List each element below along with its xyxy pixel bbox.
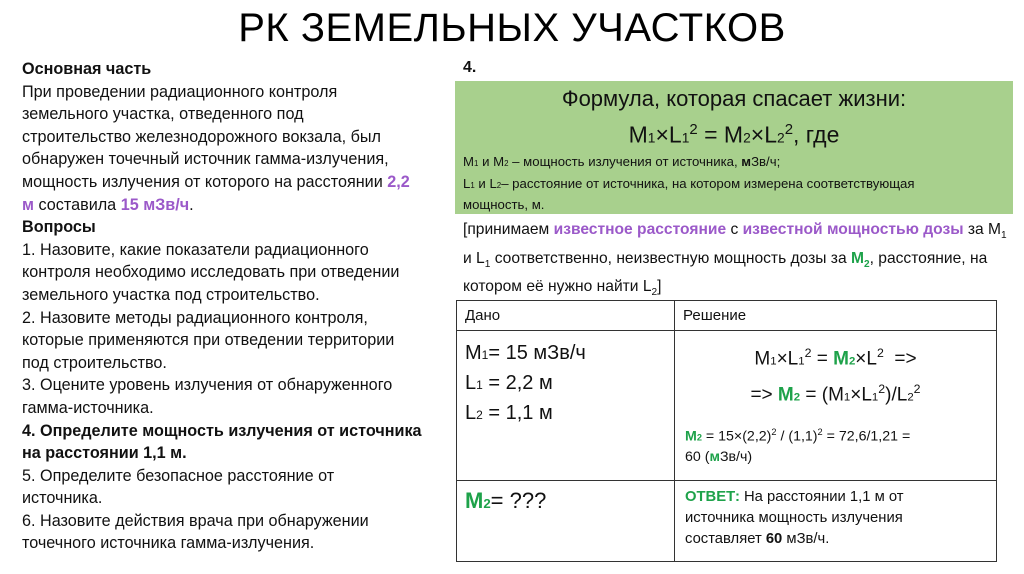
questions-heading: Вопросы bbox=[22, 218, 96, 237]
answer-value: 60 bbox=[765, 531, 783, 547]
question-2: которые применяются при отведении территории bbox=[22, 331, 395, 350]
answer-label: ОТВЕТ: bbox=[685, 489, 740, 505]
dose-value: 15 мЗв/ч bbox=[120, 195, 190, 214]
page-title: РК ЗЕМЕЛЬНЫХ УЧАСТКОВ bbox=[238, 6, 786, 50]
text: составила bbox=[33, 195, 121, 214]
text: мощность излучения от которого на расстоянии bbox=[22, 172, 388, 191]
formula-box bbox=[455, 81, 1013, 214]
solution-equations bbox=[675, 331, 996, 412]
main-heading: Основная часть bbox=[22, 60, 152, 78]
given-l2: L2 = 1,1 м bbox=[465, 402, 553, 424]
task-text bbox=[22, 58, 447, 555]
question-3: 3. Оцените уровень излучения от обнаруженного bbox=[22, 376, 393, 395]
question-3: гамма-источника. bbox=[22, 398, 154, 417]
solution-line-1: $M1\times L1^2 = M2\times L^2$ => bbox=[754, 346, 917, 370]
question-1: контроля необходимо исследовать при отведении bbox=[22, 263, 400, 282]
question-1: земельного участка под строительство. bbox=[22, 285, 320, 304]
solution-line-2: => $M2 = (M1\times L1^2)/L2^2$ bbox=[750, 382, 921, 406]
section-number: 4. bbox=[463, 59, 477, 76]
solution-cell bbox=[675, 331, 996, 480]
main-line bbox=[22, 171, 447, 194]
formula-title: Формула, которая спасает жизни: bbox=[561, 86, 907, 111]
desc-line: M1 и M2 – мощность излучения от источника, мЗв/ч; bbox=[463, 154, 781, 169]
answer-cell: ОТВЕТ: На расстоянии 1,1 м от источника мощность излучения составляет 60 мЗв/ч. bbox=[685, 489, 904, 547]
main-line: обнаружен точечный источник гамма-излучения, bbox=[22, 150, 389, 169]
table-header-row bbox=[457, 301, 996, 331]
desc-line: мощность, м. bbox=[463, 197, 545, 212]
question-4: 4. Определите мощность излучения от источника bbox=[22, 421, 422, 440]
formula-equation: $M1\times L1^2 = M2\times L2^2$, где bbox=[628, 121, 840, 148]
text: . bbox=[189, 195, 194, 214]
distance-unit: м bbox=[22, 195, 34, 214]
formula-description bbox=[463, 152, 1008, 215]
main-line bbox=[22, 194, 447, 217]
question-2: 2. Назовите методы радиационного контроля, bbox=[22, 308, 368, 327]
main-line: строительство железнодорожного вокзала, был bbox=[22, 127, 381, 146]
explanation-note: [принимаем известное расстояние с известной мощностью дозы за $M_1$ и $L_1$ соответственно, неизвестную мощность дозы за $M_2$, расстояние, на котором её нужно найти $L_2$] bbox=[463, 221, 1007, 299]
given-values bbox=[457, 331, 675, 480]
table-row bbox=[457, 331, 996, 481]
question-5: источника. bbox=[22, 489, 103, 508]
unknown-value: M2= ??? bbox=[457, 481, 675, 561]
solution-calculation: $M2 = 15\times(2,2)^2 / (1,1)^2 = 72,6/1,21$ = 60 (мЗв/ч) bbox=[685, 426, 911, 466]
main-line: При проведении радиационного контроля bbox=[22, 82, 338, 101]
header-solution: Решение bbox=[683, 307, 747, 324]
question-4: на расстоянии 1,1 м. bbox=[22, 444, 187, 463]
distance-value: 2,2 bbox=[387, 172, 410, 191]
question-6: 6. Назовите действия врача при обнаружении bbox=[22, 511, 369, 530]
solution-table bbox=[456, 300, 997, 562]
question-6: точечного источника гамма-излучения. bbox=[22, 534, 315, 553]
question-2: под строительство. bbox=[22, 353, 167, 372]
main-line: земельного участка, отведенного под bbox=[22, 105, 304, 124]
given-l1: L1 = 2,2 м bbox=[465, 372, 553, 394]
question-1: 1. Назовите, какие показатели радиационного bbox=[22, 240, 369, 259]
table-row bbox=[457, 481, 996, 561]
header-given: Дано bbox=[457, 301, 675, 330]
desc-line: L1 и L2– расстояние от источника, на котором измерена соответствующая bbox=[463, 175, 915, 191]
given-m1: M1= 15 мЗв/ч bbox=[465, 342, 586, 364]
question-5: 5. Определите безопасное расстояние от bbox=[22, 466, 335, 485]
